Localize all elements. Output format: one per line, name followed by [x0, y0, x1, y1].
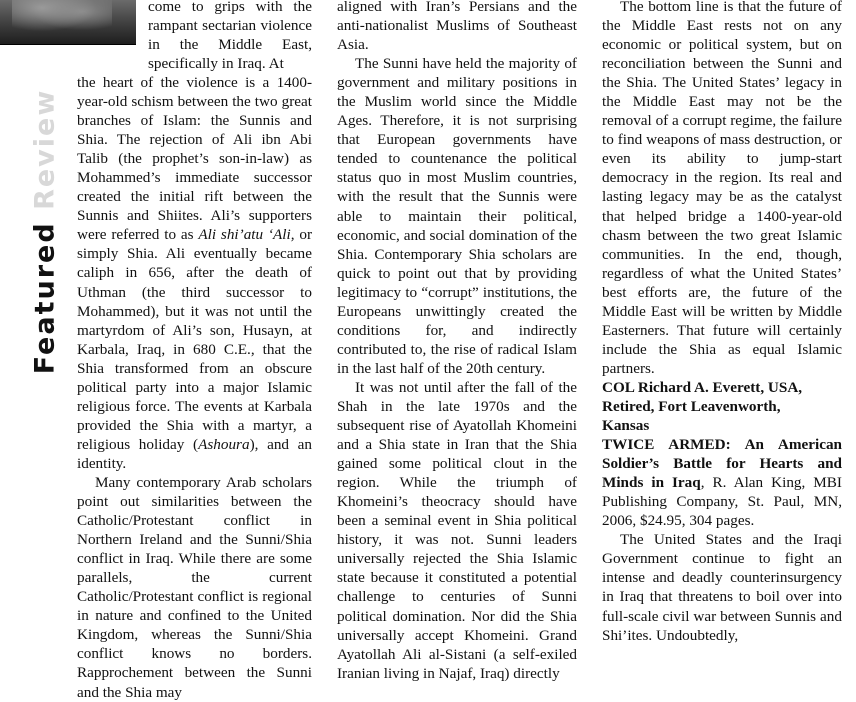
review-heading — [602, 435, 842, 530]
section-label-featured: Featured — [29, 220, 61, 374]
col1-paragraph-2: Many contemporary Arab scholars point out similarities between the Catholic/Protestant conflict in Northern Ireland and the Sunni/Shia conflict in Iraq. While there are some parallels, the current Catholic/Protestant conflict is regional in nature and confined to the United Kingdom, whereas the Sunni/Shia conflict knows no borders. Rapprochement between the Sunni and the Shia may — [77, 473, 312, 701]
col1-paragraph-1-top: come to grips with the rampant sectarian violence in the Middle East, specifically in Iraq. At — [148, 0, 312, 73]
col1-italic-holiday: Ashoura — [198, 435, 250, 453]
column-1-top — [148, 0, 312, 73]
signature-line-1: COL Richard A. Everett, USA, — [602, 378, 803, 396]
signature-line-2: Retired, Fort Leavenworth, — [602, 397, 781, 415]
review-meta: , R. Alan King, MBI Publishing Company, St. Paul, MN, 2006, $24.95, 304 pages. — [602, 474, 842, 530]
author-photo — [0, 0, 136, 45]
col1-paragraph-1: the heart of the violence is a 1400-year-old schism between the two great branches of Islam: the Sunnis and Shia. The rejection of Ali ibn Abi Talib (the prophet’s son-in-law) as Mohammed’s immediate successor created the initial rift between the Sunnis and Shiites. Ali’s supporters were referred to as Ali shi’atu ‘Ali, or simply Shia. Ali eventually became caliph in 656, after the death of Uthman (the third successor to Mohammed), but it was not until the martyrdom of Ali’s son, Husayn, at Karbala, Iraq, in 680 C.E., that the Shia transformed from an obscure political party into a major Islamic religious force. The events at Karbala provided the Shia with a martyr, a religious holiday (Ashoura), and an identity. — [77, 74, 312, 472]
signature-line-3: Kansas — [602, 417, 650, 435]
col2-paragraph-3: It was not until after the fall of the Shah in the late 1970s and the subsequent rise of Ayatollah Khomeini and a Shia state in Iran that the Shia gained some political clout in the region. While the triumph of Khomeini’s theocracy should have been a seminal event in Shia political history, it was not. Sunni leaders universally rejected the Shia Islamic state because it constituted a potential challenge to centuries of Sunni political domination. Nor did the Shia universally accept Khomeini. Grand Ayatollah Ali al-Sistani (a self-exiled Iranian living in Najaf, Iraq) directly — [337, 378, 577, 682]
col1-italic-term: Ali shi’atu ‘Ali, — [198, 226, 295, 244]
column-3 — [602, 0, 842, 645]
review-title: TWICE ARMED: An American Soldier’s Battle for Hearts and Minds in Iraq — [602, 436, 842, 492]
section-label-review: Review — [29, 88, 61, 210]
col2-paragraph-1: aligned with Iran’s Persians and the anti-nationalist Muslims of Southeast Asia. — [337, 0, 577, 54]
column-1 — [77, 73, 312, 702]
section-label — [31, 86, 59, 376]
col2-paragraph-2: The Sunni have held the majority of government and military positions in the Muslim world since the Middle Ages. Therefore, it is not surprising that European governments have tended to countenance the political status quo in most Muslim countries, with the result that the Sunnis were able to maintain their political, economic, and social domination of the Shia. Contemporary Shia scholars are quick to point out that by providing legitimacy to “corrupt” institutions, the Europeans unwittingly created the conditions for, and indirectly contributed to, the rise of radical Islam in the last half of the 20th century. — [337, 55, 577, 377]
col3-paragraph-1: The bottom line is that the future of the Middle East rests not on any economic or political system, but on reconciliation between the Sunni and the Shia. The United States’ legacy in the Middle East may not be the removal of a corrupt regime, the failure to find weapons of mass destruction, or even its ability to jump-start democracy in the region. Its real and lasting legacy may be as the catalyst that helped bridge a 1400-year-old chasm between the two great Islamic communities. In the end, though, regardless of what the United States’ best efforts are, the future of the Middle East will be written by Middle Easterners. That future will certainly include the Shia as equal Islamic partners. — [602, 0, 842, 377]
signature — [602, 378, 842, 435]
column-2 — [337, 0, 577, 683]
col3-paragraph-2: The United States and the Iraqi Government continue to fight an intense and deadly counterinsurgency in Iraq that threatens to boil over into full-scale civil war between Sunnis and Shi’ites. Undoubtedly, — [602, 531, 842, 644]
